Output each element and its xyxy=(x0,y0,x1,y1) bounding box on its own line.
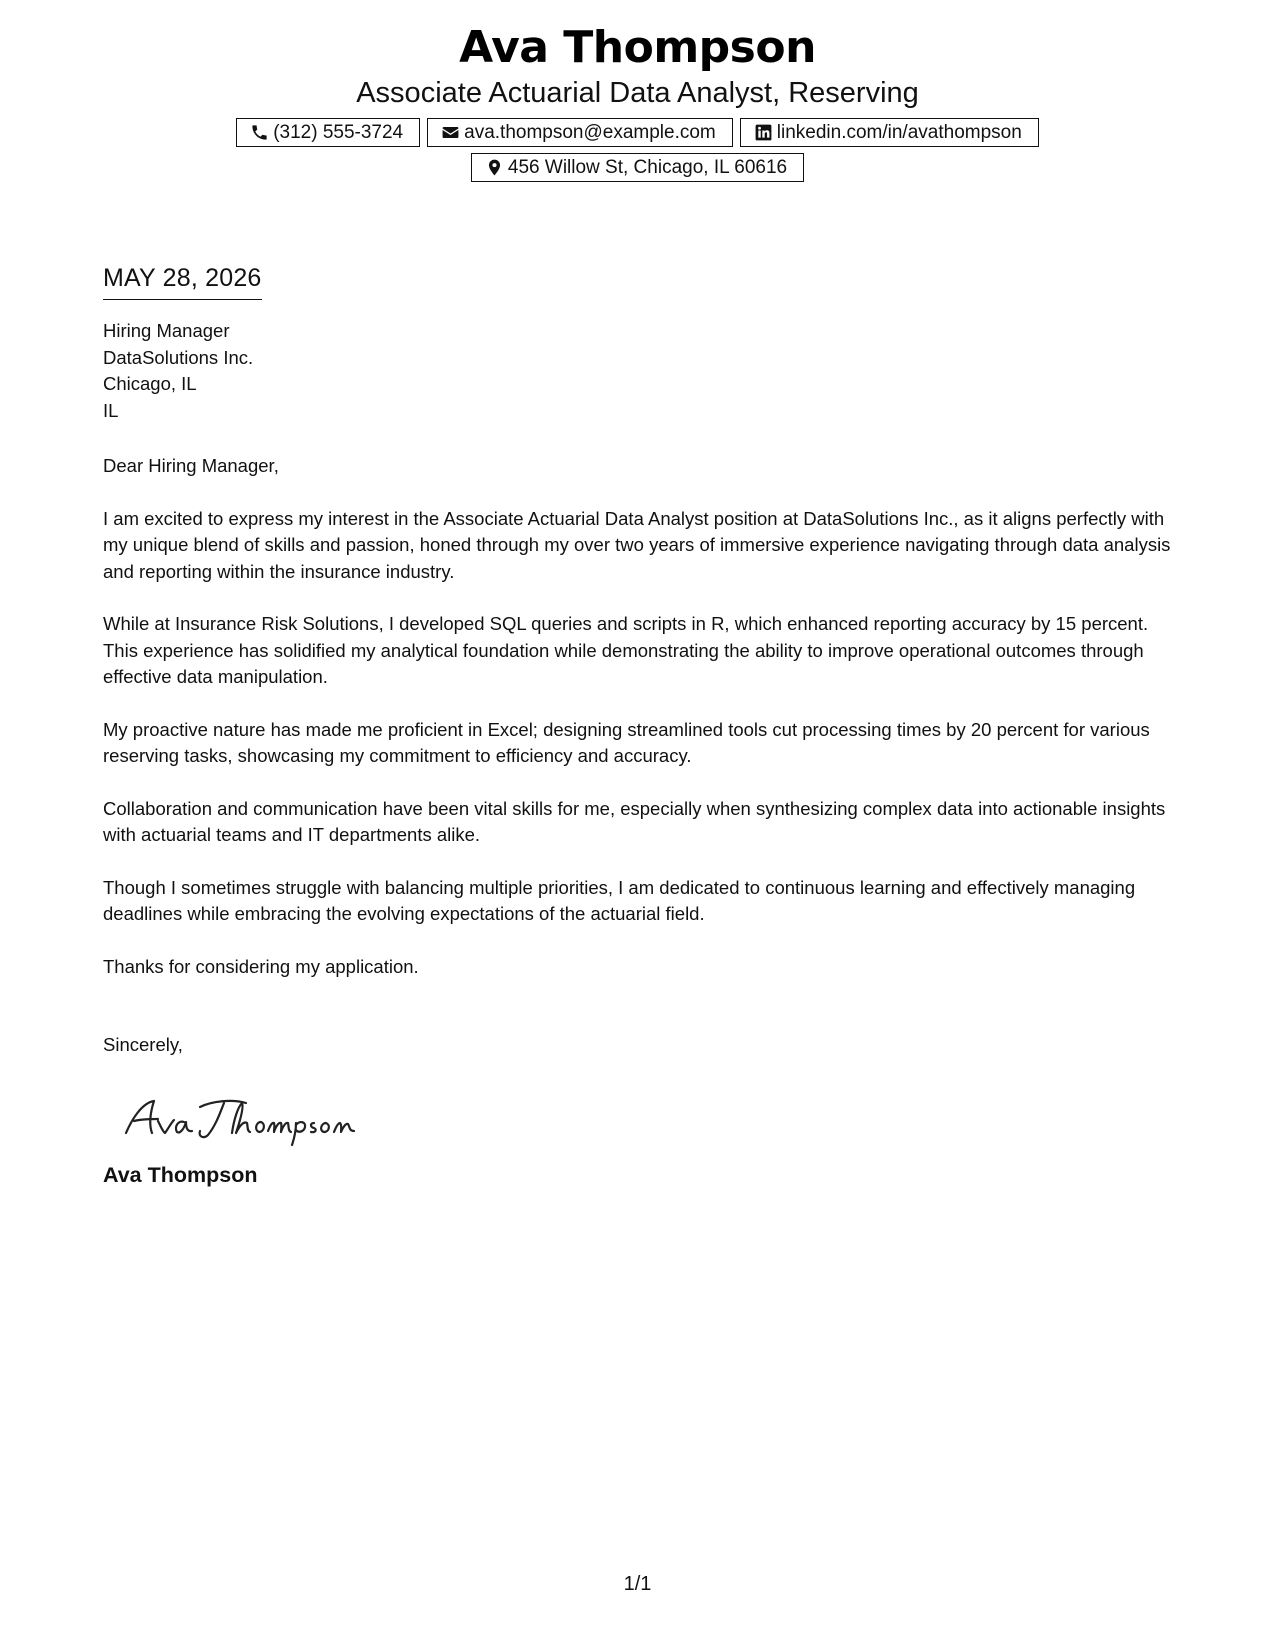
contact-email-text: ava.thompson@example.com xyxy=(464,121,716,143)
letter-date: MAY 28, 2026 xyxy=(103,262,262,300)
recipient-city: Chicago, IL xyxy=(103,373,197,394)
linkedin-icon xyxy=(754,123,773,142)
contact-phone-text: (312) 555-3724 xyxy=(273,121,404,143)
phone-icon xyxy=(250,123,269,142)
salutation: Dear Hiring Manager, xyxy=(103,455,279,476)
contact-row-secondary xyxy=(0,153,1275,182)
paragraph-collaboration: Collaboration and communication have been vital skills for me, especially when synthesizing complex data into actionable insights with actuarial teams and IT departments alike. xyxy=(103,797,1166,845)
letter-body xyxy=(103,262,1183,1189)
letter-header xyxy=(0,22,1275,182)
contact-address[interactable] xyxy=(471,153,804,182)
contact-linkedin-text: linkedin.com/in/avathompson xyxy=(776,121,1022,143)
recipient-state: IL xyxy=(103,399,119,421)
paragraph-intro: I am excited to express my interest in the Associate Actuarial Data Analyst position at DataSolutions Inc., as it aligns perfectly with my unique blend of skills and passion, honed through my over two years of immersive experience navigating through data analysis and reporting within the insurance industry. xyxy=(103,507,1171,582)
page-number: 1/1 xyxy=(623,1573,652,1595)
contact-phone[interactable] xyxy=(236,118,420,147)
contact-address-text: 456 Willow St, Chicago, IL 60616 xyxy=(507,156,788,178)
map-pin-icon xyxy=(485,158,504,177)
handwritten-signature xyxy=(120,1089,360,1149)
applicant-name: Ava Thompson xyxy=(459,22,816,73)
closing: Sincerely, xyxy=(103,1034,183,1055)
recipient-name: Hiring Manager xyxy=(103,320,230,341)
recipient-company: DataSolutions Inc. xyxy=(103,346,254,368)
paragraph-experience: While at Insurance Risk Solutions, I developed SQL queries and scripts in R, which enhanced reporting accuracy by 15 percent. This experience has solidified my analytical foundation while demonstrating the ability to improve operational outcomes through effective data manipulation. xyxy=(103,613,1149,687)
paragraph-priorities: Though I sometimes struggle with balancing multiple priorities, I am dedicated to continuous learning and effectively managing deadlines while embracing the evolving expectations of the actuarial field. xyxy=(103,876,1136,924)
signer-name: Ava Thompson xyxy=(103,1162,258,1187)
paragraph-thanks: Thanks for considering my application. xyxy=(103,955,419,977)
contact-linkedin[interactable] xyxy=(740,118,1039,147)
paragraph-excel: My proactive nature has made me proficient in Excel; designing streamlined tools cut processing times by 20 percent for various reserving tasks, showcasing my commitment to efficiency and accuracy. xyxy=(103,718,1150,766)
applicant-job-title: Associate Actuarial Data Analyst, Reserving xyxy=(356,77,919,109)
contact-row-primary xyxy=(0,118,1275,147)
envelope-icon xyxy=(441,123,460,142)
recipient-block xyxy=(103,318,1183,424)
contact-email[interactable] xyxy=(427,118,733,147)
